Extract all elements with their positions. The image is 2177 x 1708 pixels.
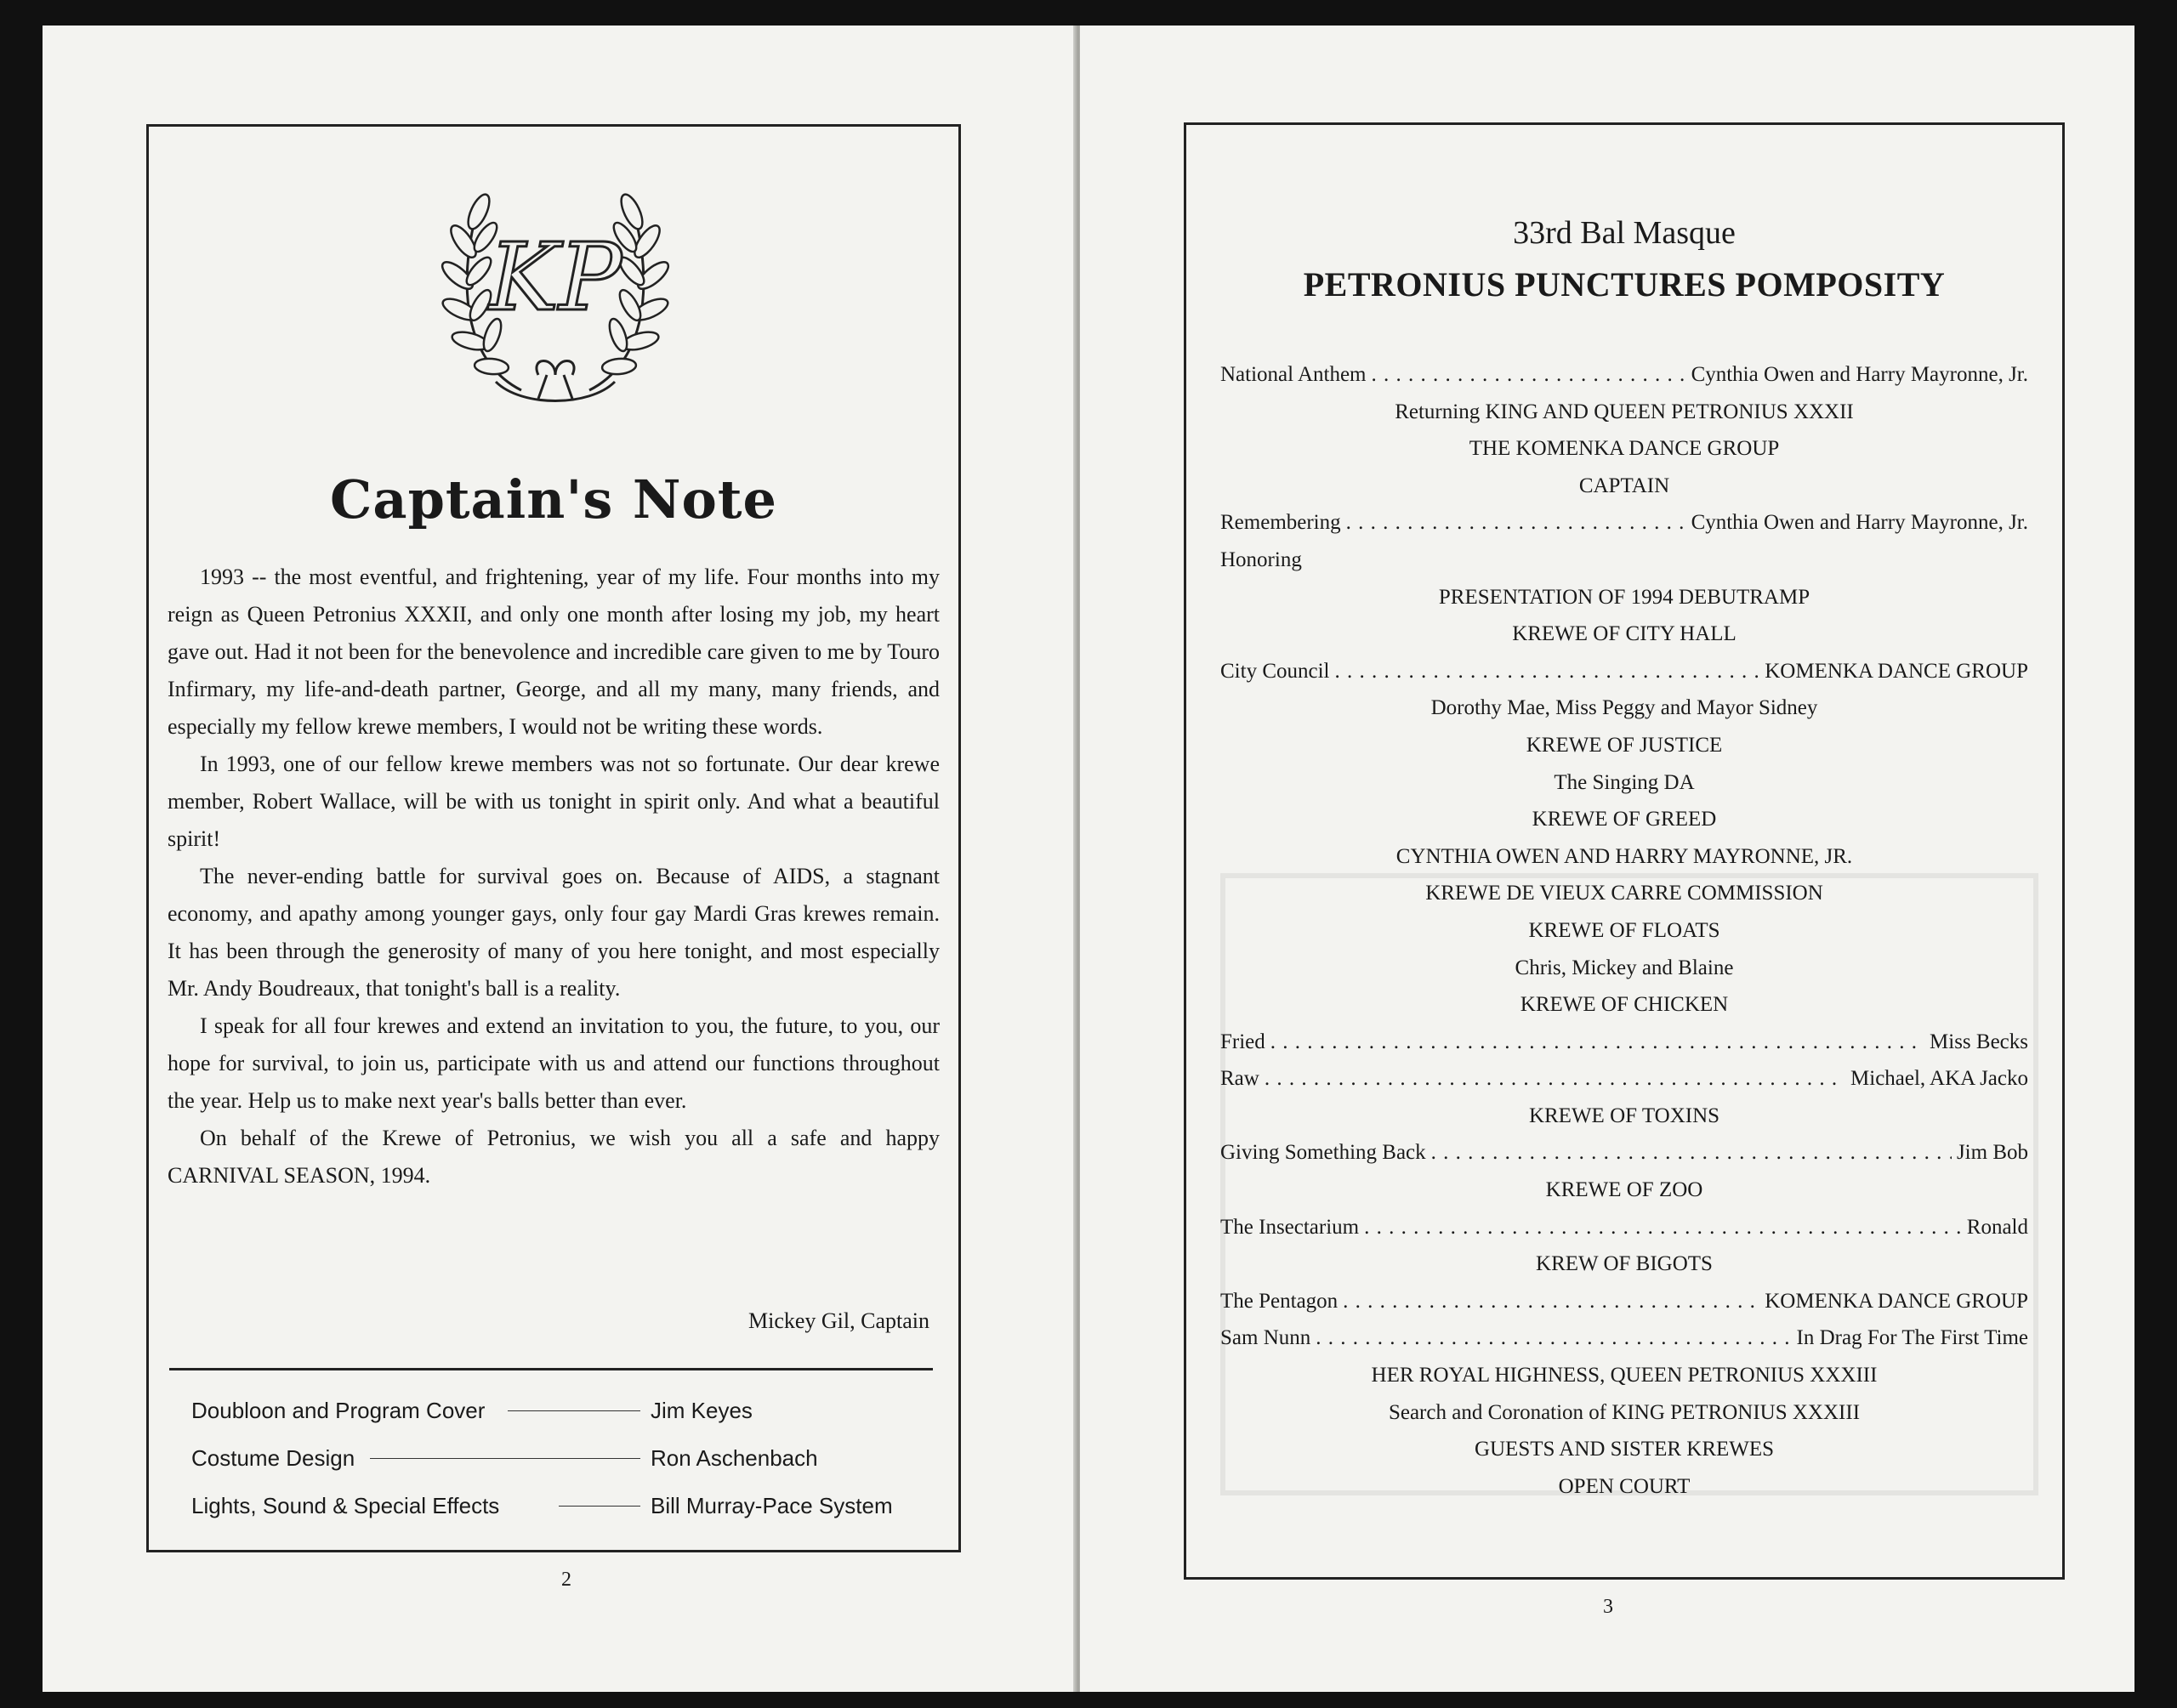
note-paragraph: In 1993, one of our fellow krewe members was not so fortunate. Our dear krewe member, Robert Wallace, will be with us tonight in spirit only. And what a beautiful spirit! — [168, 752, 940, 851]
credit-leader-line — [370, 1458, 640, 1459]
captain-signature: Mickey Gil, Captain — [747, 1308, 929, 1333]
captains-note-body — [168, 559, 940, 1194]
right-page — [1080, 26, 2134, 1692]
dot-leader — [1364, 1209, 1962, 1246]
program-line: PRESENTATION OF 1994 DEBUTRAMP — [1438, 585, 1810, 609]
dot-leader — [1270, 1024, 1924, 1061]
program-line — [1220, 1134, 2028, 1172]
credit-role: Costume Design — [191, 1445, 355, 1471]
program-item-label: The Insectarium — [1220, 1215, 1360, 1239]
program-line: KREWE DE VIEUX CARRE COMMISSION — [1425, 882, 1823, 905]
program-item-label: City Council — [1220, 659, 1330, 683]
program-item-label: National Anthem — [1220, 363, 1367, 386]
program-subtitle: 33rd Bal Masque — [1513, 215, 1736, 251]
program-item-performer: Cynthia Owen and Harry Mayronne, Jr. — [1691, 363, 2028, 386]
program-list — [1220, 356, 2028, 1505]
program-line — [1220, 1060, 2028, 1098]
program-line: KREWE OF GREED — [1532, 808, 1717, 831]
program-line: CAPTAIN — [1578, 474, 1670, 497]
program-item-performer: KOMENKA DANCE GROUP — [1765, 1289, 2028, 1313]
program-line: CYNTHIA OWEN AND HARRY MAYRONNE, JR. — [1395, 844, 1853, 868]
note-paragraph: I speak for all four krewes and extend an invitation to you, the future, to you, our hope for survival, to join us, participate with us and attend our functions throughout the year. Help us to make next year's balls better than ever. — [168, 1013, 940, 1113]
program-item-label: Sam Nunn — [1220, 1326, 1311, 1350]
dot-leader — [1431, 1134, 1952, 1172]
program-line: KREWE OF CHICKEN — [1520, 993, 1729, 1017]
page-number: 3 — [1603, 1596, 1613, 1618]
program-line: Honoring — [1220, 548, 1302, 571]
credit-row — [191, 1489, 940, 1536]
program-line: THE KOMENKA DANCE GROUP — [1469, 437, 1780, 461]
laurel-wreath-icon — [419, 152, 691, 424]
captains-note-frame — [146, 124, 961, 1552]
dot-leader — [1372, 356, 1686, 394]
program-line: Returning KING AND QUEEN PETRONIUS XXXII — [1395, 400, 1854, 423]
program-line — [1220, 1024, 2028, 1061]
program-line — [1220, 653, 2028, 690]
program-line: The Singing DA — [1554, 770, 1695, 794]
program-item-performer: Cynthia Owen and Harry Mayronne, Jr. — [1691, 511, 2028, 535]
program-line — [1220, 1283, 2028, 1320]
note-paragraph: 1993 -- the most eventful, and frightening, year of my life. Four months into my reign as Queen Petronius XXXII, and only one month after losing my job, my heart gave out. Had it not been for the benevolence and incredible care given to me by Touro Infirmary, my life-and-death partner, George, and all my many, many friends, and especially my fellow krewe members, I would not be writing these words. — [168, 565, 940, 739]
credit-row — [191, 1441, 940, 1489]
note-paragraph: On behalf of the Krewe of Petronius, we wish you all a safe and happy CARNIVAL SEASON, 1994. — [168, 1126, 940, 1188]
program-line: Chris, Mickey and Blaine — [1515, 956, 1734, 979]
left-page — [43, 26, 1076, 1692]
credit-role: Lights, Sound & Special Effects — [191, 1493, 500, 1518]
program-line: Dorothy Mae, Miss Peggy and Mayor Sidney — [1430, 696, 1818, 720]
program-line — [1220, 1209, 2028, 1246]
program-item-label: The Pentagon — [1220, 1289, 1339, 1313]
program-item-label: Fried — [1220, 1030, 1265, 1053]
dot-leader — [1334, 653, 1759, 690]
captains-note-title: Captain's Note — [330, 468, 777, 531]
program-frame — [1184, 122, 2065, 1580]
program-line: KREWE OF CITY HALL — [1512, 622, 1736, 646]
note-paragraph: The never-ending battle for survival goes on. Because of AIDS, a stagnant economy, and apathy among younger gays, only four gay Mardi Gras krewes remain. It has been through the generosity of many of you here tonight, and most especially Mr. Andy Boudreaux, that tonight's ball is a reality. — [168, 864, 940, 1001]
program-line: HER ROYAL HIGHNESS, QUEEN PETRONIUS XXXIII — [1371, 1364, 1878, 1387]
kp-laurel-logo — [419, 152, 691, 424]
program-line: GUESTS AND SISTER KREWES — [1474, 1438, 1775, 1461]
program-item-label: Giving Something Back — [1220, 1141, 1426, 1165]
program-title: PETRONIUS PUNCTURES POMPOSITY — [1303, 265, 1946, 304]
credit-row — [191, 1393, 940, 1441]
program-line: KREWE OF FLOATS — [1528, 918, 1720, 942]
dot-leader — [1343, 1283, 1759, 1320]
credits-divider — [169, 1368, 933, 1370]
credits-list — [191, 1393, 940, 1536]
program-line — [1220, 504, 2028, 542]
credit-leader-line — [559, 1506, 640, 1507]
program-line: OPEN COURT — [1558, 1474, 1691, 1498]
credit-name: Bill Murray-Pace System — [651, 1493, 893, 1518]
program-item-performer: Jim Bob — [1956, 1141, 2028, 1165]
credit-leader-line — [508, 1410, 640, 1411]
credit-role: Doubloon and Program Cover — [191, 1398, 486, 1423]
program-line: KREWE OF TOXINS — [1528, 1104, 1720, 1127]
program-line: KREWE OF JUSTICE — [1526, 733, 1723, 757]
dot-leader — [1265, 1060, 1845, 1098]
program-item-label: Remembering — [1220, 511, 1341, 535]
credit-name: Jim Keyes — [651, 1398, 753, 1423]
program-line: Search and Coronation of KING PETRONIUS XXXIII — [1388, 1400, 1861, 1424]
program-item-label: Raw — [1220, 1067, 1259, 1091]
program-item-performer: KOMENKA DANCE GROUP — [1765, 659, 2028, 683]
dot-leader — [1316, 1319, 1791, 1357]
program-line — [1220, 1319, 2028, 1357]
program-item-performer: Miss Becks — [1930, 1030, 2028, 1053]
program-item-performer: In Drag For The First Time — [1796, 1326, 2028, 1350]
program-item-performer: Ronald — [1966, 1215, 2028, 1239]
dot-leader — [1346, 504, 1686, 542]
program-line: KREWE OF ZOO — [1545, 1178, 1703, 1202]
program-item-performer: Michael, AKA Jacko — [1850, 1067, 2028, 1091]
kp-monogram: KP — [488, 223, 622, 332]
page-number: 2 — [561, 1569, 571, 1591]
program-line: KREW OF BIGOTS — [1536, 1252, 1713, 1276]
credit-name: Ron Aschenbach — [651, 1445, 818, 1471]
program-line — [1220, 356, 2028, 394]
